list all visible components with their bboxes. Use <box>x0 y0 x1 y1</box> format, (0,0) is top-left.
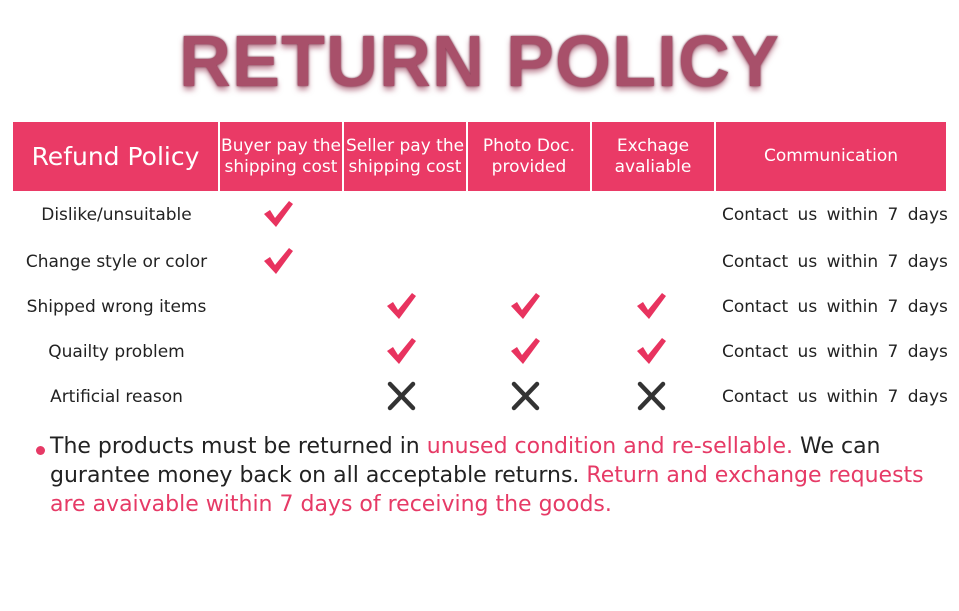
note-highlight-2: Return and exchange requests are avaivable within 7 days of receiving the goods. <box>50 463 924 517</box>
row-contact: Contact us within 7 days <box>722 387 948 407</box>
check-icon <box>634 289 668 323</box>
row-label: Dislike/unsuitable <box>41 205 192 225</box>
header-buyer-pay: Buyer pay the shipping cost <box>220 122 344 191</box>
check-icon <box>261 244 295 278</box>
table-row <box>0 242 959 282</box>
cross-icon <box>384 379 418 413</box>
check-icon <box>634 334 668 368</box>
header-refund-policy: Refund Policy <box>13 122 220 191</box>
note-text-1: The products must be returned in <box>50 434 427 459</box>
row-label: Quailty problem <box>48 342 185 362</box>
table-row <box>0 377 959 417</box>
page-title: RETURN POLICY <box>178 22 781 102</box>
row-contact: Contact us within 7 days <box>722 252 948 272</box>
table-row <box>0 195 959 235</box>
table-row <box>0 287 959 327</box>
header-exchange: Exchage avaliable <box>592 122 716 191</box>
note-text-2: We can gurantee money back on all acceptable returns. <box>50 434 881 488</box>
cross-icon <box>634 379 668 413</box>
check-icon <box>508 334 542 368</box>
policy-note <box>50 432 940 519</box>
bullet-icon <box>36 446 45 455</box>
row-label: Change style or color <box>25 252 208 272</box>
cross-icon <box>508 379 542 413</box>
note-highlight-1: unused condition and re-sellable. <box>426 434 793 459</box>
row-label: Artificial reason <box>50 387 183 407</box>
row-contact: Contact us within 7 days <box>722 205 948 225</box>
row-label: Shipped wrong items <box>26 297 207 317</box>
check-icon <box>384 289 418 323</box>
row-contact: Contact us within 7 days <box>722 342 948 362</box>
table-row <box>0 332 959 372</box>
check-icon <box>261 197 295 231</box>
table-header <box>13 122 946 191</box>
check-icon <box>384 334 418 368</box>
header-seller-pay: Seller pay the shipping cost <box>344 122 468 191</box>
header-communication: Communication <box>764 146 898 166</box>
row-contact: Contact us within 7 days <box>722 297 948 317</box>
check-icon <box>508 289 542 323</box>
header-photo-doc: Photo Doc. provided <box>468 122 592 191</box>
